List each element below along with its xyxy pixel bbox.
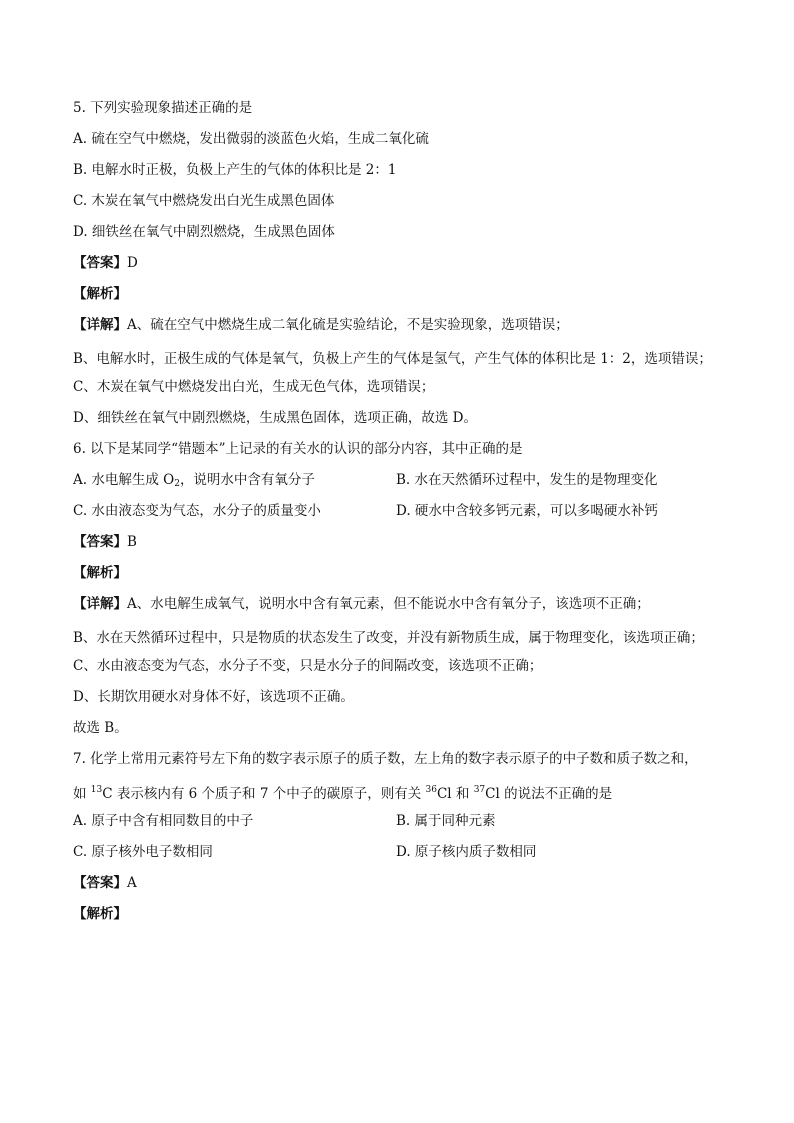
q7-options-row2: [73, 840, 733, 871]
q7-stem-text: Cl 的说法不正确的是: [485, 786, 613, 802]
q6-detail-c: C、水由液态变为气态，水分子不变，只是水分子的间隔改变，该选项不正确；: [73, 658, 543, 674]
q5-detail-c: C、木炭在氧气中燃烧发出白光，生成无色气体，选项错误；: [73, 379, 435, 395]
q6-conclusion: 故选 B。: [73, 720, 128, 736]
answer-tag: 【答案】: [73, 255, 127, 271]
q6-option-a-subscript: 2: [174, 479, 180, 489]
q6-option-a-text: A. 水电解生成 O: [73, 472, 175, 488]
q7-option-a: A. 原子中含有相同数目的中子: [73, 813, 254, 829]
detail-text: A、水电解生成氧气，说明水中含有氧元素，但不能说水中含有氧分子，该选项不正确；: [127, 596, 650, 612]
q7-stem-line1: 7. 化学上常用元素符号左下角的数字表示原子的质子数，左上角的数字表示原子的中子数和质子数之和，: [73, 751, 698, 767]
q7-superscript-36: 36: [425, 785, 437, 795]
q5-detail-b: B、电解水时，正极生成的气体是氧气，负极上产生的气体是氢气，产生气体的体积比是 1：2，选项错误；: [73, 351, 712, 367]
q5-stem: 5. 下列实验现象描述正确的是: [73, 100, 253, 116]
q6-detail-b: B、水在天然循环过程中，只是物质的状态发生了改变，并没有新物质生成，属于物理变化，该选项正确；: [73, 630, 704, 646]
q6-option-d: D. 硬水中含较多钙元素，可以多喝硬水补钙: [396, 503, 658, 519]
q5-option-a: A. 硫在空气中燃烧，发出微弱的淡蓝色火焰，生成二氧化硫: [73, 131, 429, 147]
q6-options-row2: [73, 499, 733, 530]
q5-analysis-tag: 【解析】: [73, 286, 127, 302]
q6-options-row1: [73, 468, 733, 499]
q7-stem-text: 如: [73, 786, 91, 802]
q5-option-d: D. 细铁丝在氧气中剧烈燃烧，生成黑色固体: [73, 224, 335, 240]
answer-value: B: [127, 534, 137, 550]
q7-superscript-37: 37: [473, 785, 486, 795]
q5-detail-a: [73, 313, 733, 344]
q7-options-row1: [73, 809, 733, 840]
q7-stem-text: Cl 和: [436, 786, 474, 802]
q7-superscript-13: 13: [90, 785, 103, 795]
q6-stem: 6. 以下是某同学“错题本”上记录的有关水的认识的部分内容，其中正确的是: [73, 441, 523, 457]
answer-tag: 【答案】: [73, 875, 127, 891]
q7-answer: [73, 871, 733, 902]
document-page: [73, 96, 733, 933]
detail-tag: 【详解】: [73, 317, 127, 333]
answer-value: A: [127, 875, 137, 891]
q6-option-a-text-end: ，说明水中含有氧分子: [179, 472, 315, 488]
q5-detail-d: D、细铁丝在氧气中剧烈燃烧，生成黑色固体，选项正确，故选 D。: [73, 410, 477, 426]
q7-option-b: B. 属于同种元素: [396, 813, 496, 829]
q7-option-c: C. 原子核外电子数相同: [73, 844, 213, 860]
detail-tag: 【详解】: [73, 596, 127, 612]
q7-option-d: D. 原子核内质子数相同: [396, 844, 537, 860]
q6-option-c: C. 水由液态变为气态，水分子的质量变小: [73, 503, 321, 519]
answer-value: D: [127, 255, 138, 271]
q5-answer: [73, 251, 733, 282]
q6-analysis-tag: 【解析】: [73, 565, 127, 581]
q5-option-b: B. 电解水时正极，负极上产生的气体的体积比是 2：1: [73, 162, 397, 178]
q7-analysis-tag: 【解析】: [73, 906, 127, 922]
q5-option-c: C. 木炭在氧气中燃烧发出白光生成黑色固体: [73, 193, 335, 209]
answer-tag: 【答案】: [73, 534, 127, 550]
detail-text: A、硫在空气中燃烧生成二氧化硫是实验结论，不是实验现象，选项错误；: [127, 317, 569, 333]
q7-stem-line2: [73, 778, 733, 809]
q6-option-a: [73, 468, 396, 499]
q6-option-b: B. 水在天然循环过程中，发生的是物理变化: [396, 472, 658, 488]
q6-detail-a: [73, 592, 733, 623]
q6-answer: [73, 530, 733, 561]
q7-stem-text: C 表示核内有 6 个质子和 7 个中子的碳原子，则有关: [102, 786, 426, 802]
q6-detail-d: D、长期饮用硬水对身体不好，该选项不正确。: [73, 689, 354, 705]
